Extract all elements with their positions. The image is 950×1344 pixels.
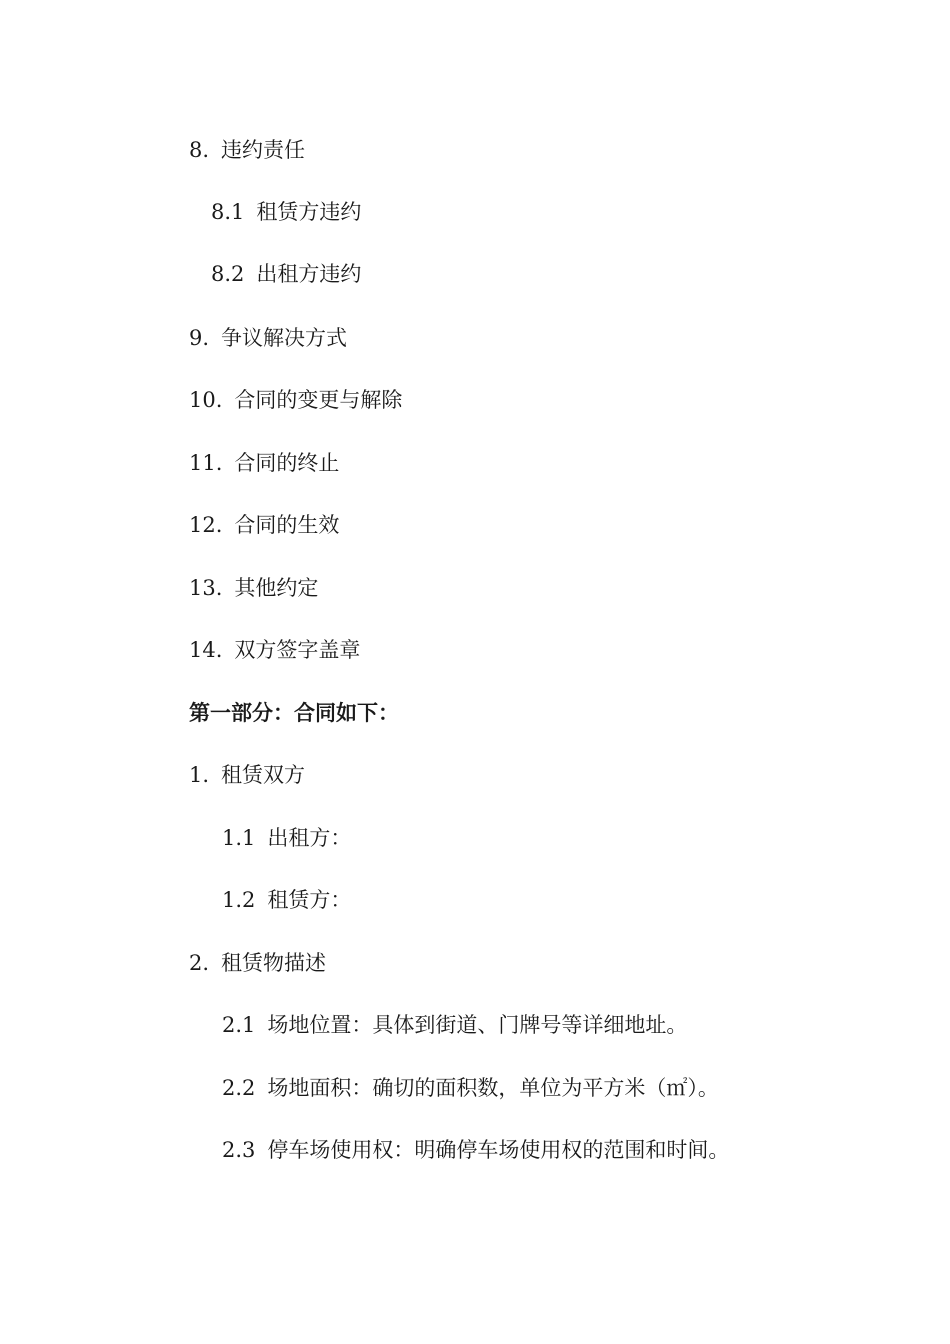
list-item <box>222 1074 719 1102</box>
list-item <box>189 136 305 164</box>
item-text: 出租方： <box>267 826 352 850</box>
item-text: 违约责任 <box>221 138 306 162</box>
item-text: 合同的终止 <box>234 451 340 475</box>
item-text: 双方签字盖章 <box>234 638 361 662</box>
item-number: 2.2 <box>222 1076 256 1100</box>
list-item <box>222 1136 729 1164</box>
list-item <box>189 636 360 664</box>
item-number: 9. <box>189 326 210 350</box>
list-item <box>189 949 326 977</box>
list-item <box>189 386 402 414</box>
item-number: 12. <box>189 513 223 537</box>
list-item <box>189 574 318 602</box>
item-text: 租赁方违约 <box>256 200 362 224</box>
item-number: 1.1 <box>222 826 256 850</box>
item-text: 租赁物描述 <box>221 951 327 975</box>
item-number: 1. <box>189 763 210 787</box>
item-text: 租赁双方 <box>221 763 306 787</box>
list-item <box>189 449 339 477</box>
item-number: 11. <box>189 451 223 475</box>
section-heading: 第一部分：合同如下： <box>189 700 399 725</box>
item-text: 合同的生效 <box>234 513 340 537</box>
list-item <box>189 511 339 539</box>
item-number: 10. <box>189 388 223 412</box>
item-number: 1.2 <box>222 888 256 912</box>
item-text: 争议解决方式 <box>221 326 348 350</box>
item-text: 场地面积：确切的面积数，单位为平方米（㎡）。 <box>267 1076 719 1100</box>
item-text: 场地位置：具体到街道、门牌号等详细地址。 <box>267 1013 688 1037</box>
list-item <box>211 198 361 226</box>
item-text: 合同的变更与解除 <box>234 388 403 412</box>
list-item <box>222 1011 687 1039</box>
item-number: 8.1 <box>211 200 245 224</box>
item-number: 14. <box>189 638 223 662</box>
item-number: 2.3 <box>222 1138 256 1162</box>
list-item <box>189 761 305 789</box>
list-item <box>222 886 351 914</box>
item-number: 2. <box>189 951 210 975</box>
item-number: 13. <box>189 576 223 600</box>
list-item <box>222 824 351 852</box>
item-text: 其他约定 <box>234 576 319 600</box>
item-text: 停车场使用权：明确停车场使用权的范围和时间。 <box>267 1138 730 1162</box>
item-number: 8.2 <box>211 262 245 286</box>
list-item <box>211 260 361 288</box>
item-text: 出租方违约 <box>256 262 362 286</box>
list-item <box>189 324 347 352</box>
item-text: 租赁方： <box>267 888 352 912</box>
item-number: 2.1 <box>222 1013 256 1037</box>
item-number: 8. <box>189 138 210 162</box>
